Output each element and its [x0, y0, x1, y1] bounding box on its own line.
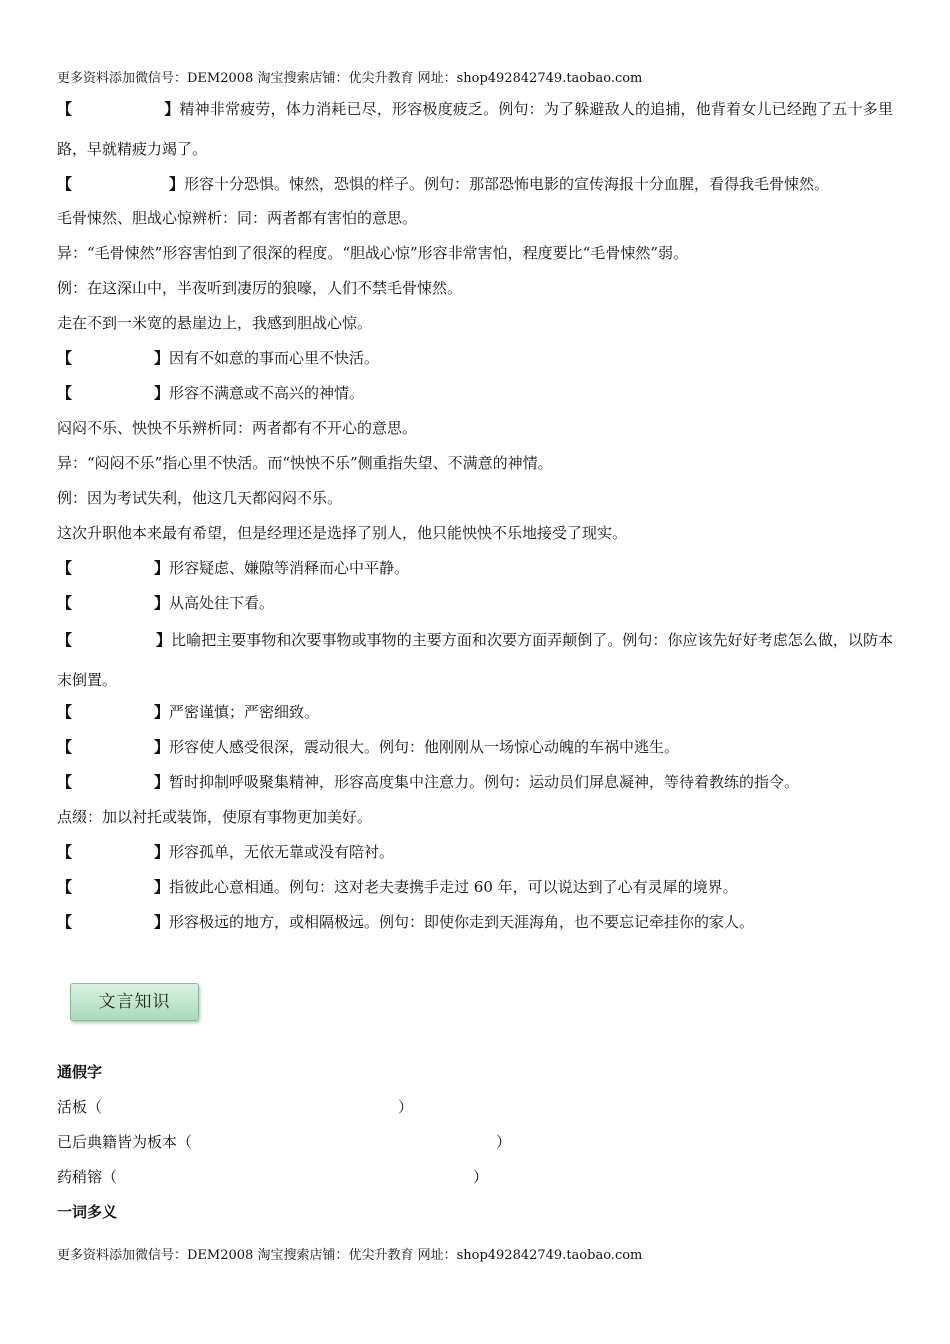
- bracket-close: 】: [154, 738, 170, 756]
- bracket-close: 】: [154, 703, 170, 721]
- bracket-open: 【: [57, 349, 73, 367]
- bracket-open: 【: [57, 100, 73, 118]
- entry-5: [57, 554, 893, 589]
- paragraph: 例：因为考试失利，他这几天都闷闷不乐。: [57, 489, 343, 507]
- question-text: 已后典籍皆为板本（: [57, 1133, 193, 1151]
- bracket-close: 】: [154, 773, 170, 791]
- close-paren: ）: [473, 1168, 489, 1186]
- entry-6: [57, 589, 893, 624]
- bracket-close: 】: [154, 878, 170, 896]
- bracket-close: 】: [154, 594, 170, 612]
- entry-3: [57, 344, 893, 379]
- entry-11: [57, 838, 893, 873]
- bracket-close: 】: [154, 843, 170, 861]
- close-paren: ）: [496, 1133, 512, 1151]
- bracket-open: 【: [57, 631, 73, 649]
- entry-text: 精神非常疲劳，体力消耗已尽，形容极度疲乏。例句：为了躲避敌人的追捕，他背着女儿已经跑了五十多里路，早就精疲力竭了。: [57, 100, 893, 158]
- question-text: 药稍镕（: [57, 1168, 118, 1186]
- bracket-open: 【: [57, 594, 73, 612]
- entry-text: 形容不满意或不高兴的神情。: [169, 384, 365, 402]
- entry-8: [57, 698, 893, 733]
- close-paren: ）: [398, 1098, 414, 1116]
- bracket-open: 【: [57, 384, 73, 402]
- bracket-close: 】: [154, 559, 170, 577]
- vocabulary-list: [57, 89, 893, 943]
- entry-text: 因有不如意的事而心里不快活。: [169, 349, 380, 367]
- entry-12: [57, 873, 893, 908]
- heading-yiciduoyi: 一词多义: [57, 1203, 118, 1221]
- bracket-open: 【: [57, 559, 73, 577]
- classical-chinese-section: [57, 1058, 893, 1233]
- entry-text: 比喻把主要事物和次要事物或事物的主要方面和次要方面弄颠倒了。例句：你应该先好好考虑怎么做，以防本末倒置。: [57, 631, 893, 689]
- page-footer: 更多资料添加微信号：DEM2008 淘宝搜索店铺：优尖升教育 网址：shop492842749.taobao.com: [57, 1248, 643, 1263]
- paragraph: 这次升职他本来最有希望，但是经理还是选择了别人，他只能怏怏不乐地接受了现实。: [57, 524, 628, 542]
- paragraph: 例：在这深山中，半夜听到凄厉的狼嚎，人们不禁毛骨悚然。: [57, 279, 463, 297]
- bracket-close: 】: [156, 631, 172, 649]
- entry-text: 形容使人感受很深，震动很大。例句：他刚刚从一场惊心动魄的车祸中逃生。: [169, 738, 680, 756]
- entry-4: [57, 379, 893, 414]
- bracket-open: 【: [57, 913, 73, 931]
- paragraph: 毛骨悚然、胆战心惊辨析：同：两者都有害怕的意思。: [57, 209, 418, 227]
- bracket-close: 】: [164, 100, 180, 118]
- bracket-close: 】: [154, 384, 170, 402]
- page-header: 更多资料添加微信号：DEM2008 淘宝搜索店铺：优尖升教育 网址：shop492842749.taobao.com: [57, 71, 643, 86]
- paragraph: 异：“闷闷不乐”指心里不快活。而“怏怏不乐”侧重指失望、不满意的神情。: [57, 454, 553, 472]
- bracket-close: 】: [154, 913, 170, 931]
- entry-text: 暂时抑制呼吸聚集精神，形容高度集中注意力。例句：运动员们屏息凝神，等待着教练的指令。: [169, 773, 800, 791]
- entry-9: [57, 733, 893, 768]
- entry-text: 从高处往下看。: [169, 594, 275, 612]
- bracket-open: 【: [57, 773, 73, 791]
- bracket-close: 】: [154, 349, 170, 367]
- entry-13: [57, 908, 893, 943]
- paragraph: 闷闷不乐、怏怏不乐辨析同：两者都有不开心的意思。: [57, 419, 418, 437]
- entry-text: 严密谨慎；严密细致。: [169, 703, 320, 721]
- question-text: 活板（: [57, 1098, 103, 1116]
- bracket-open: 【: [57, 738, 73, 756]
- entry-text: 形容十分恐惧。悚然，恐惧的样子。例句：那部恐怖电影的宣传海报十分血腥，看得我毛骨悚然。: [184, 175, 830, 193]
- entry-7: [57, 620, 893, 700]
- paragraph: 点缀：加以衬托或装饰，使原有事物更加美好。: [57, 808, 373, 826]
- entry-10: [57, 768, 893, 803]
- entry-text: 形容孤单，无依无靠或没有陪衬。: [169, 843, 395, 861]
- paragraph: 异：“毛骨悚然”形容害怕到了很深的程度。“胆战心惊”形容非常害怕，程度要比“毛骨悚然”弱。: [57, 244, 689, 262]
- question-1: [57, 1093, 893, 1128]
- bracket-open: 【: [57, 878, 73, 896]
- entry-2: [57, 164, 893, 204]
- question-2: [57, 1128, 893, 1163]
- entry-text: 形容疑虑、嫌隙等消释而心中平静。: [169, 559, 410, 577]
- entry-text: 指彼此心意相通。例句：这对老夫妻携手走过 60 年，可以说达到了心有灵犀的境界。: [169, 878, 738, 896]
- section-button-classical-chinese[interactable]: 文言知识: [70, 983, 199, 1021]
- bracket-open: 【: [57, 703, 73, 721]
- entry-1: [57, 89, 893, 169]
- bracket-close: 】: [169, 175, 185, 193]
- paragraph: 走在不到一米宽的悬崖边上，我感到胆战心惊。: [57, 314, 373, 332]
- bracket-open: 【: [57, 843, 73, 861]
- entry-text: 形容极远的地方，或相隔极远。例句：即使你走到天涯海角，也不要忘记牵挂你的家人。: [169, 913, 755, 931]
- bracket-open: 【: [57, 175, 73, 193]
- question-3: [57, 1163, 893, 1198]
- heading-tongjiazi: 通假字: [57, 1063, 103, 1081]
